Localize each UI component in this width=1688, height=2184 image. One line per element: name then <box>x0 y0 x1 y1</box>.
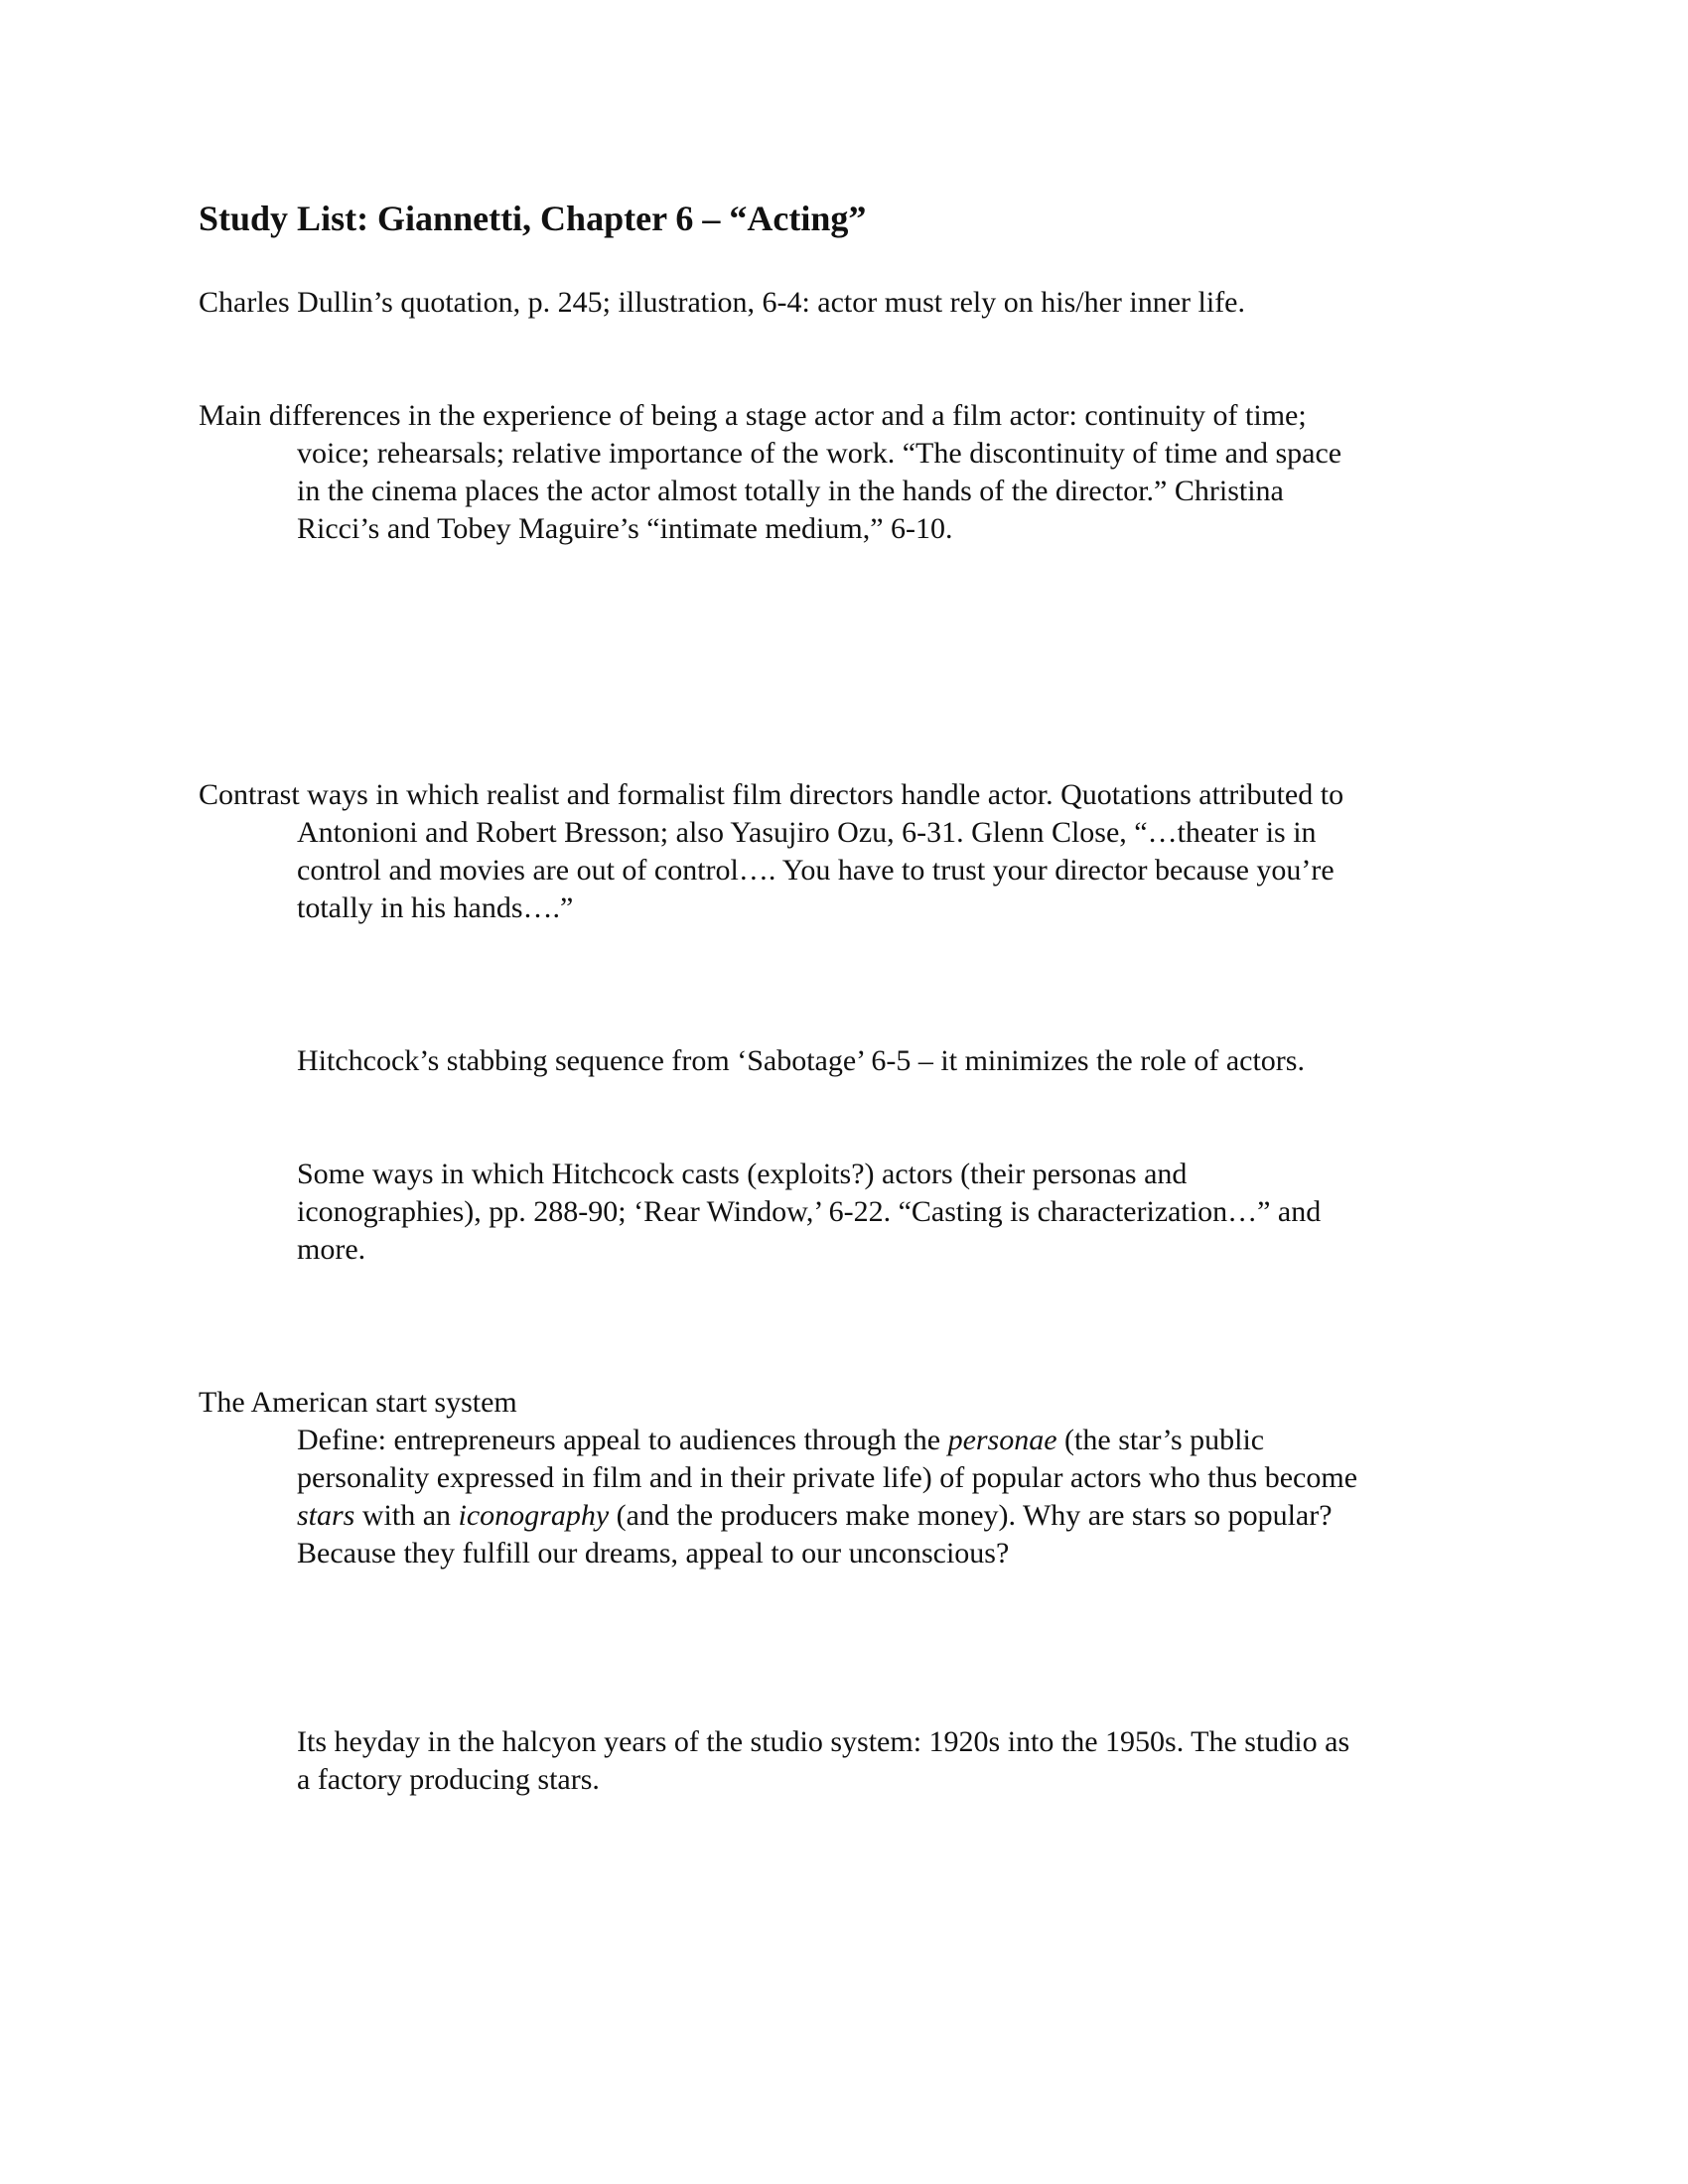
italic-term: personae <box>947 1424 1057 1456</box>
text-run: Define: entrepreneurs appeal to audiences through the <box>297 1424 948 1456</box>
paragraph-line: iconographies), pp. 288-90; ‘Rear Window,’ 6-22. “Casting is characterization…” and <box>297 1195 1322 1228</box>
paragraph-sabotage <box>297 1042 1305 1080</box>
paragraph-line: Hitchcock’s stabbing sequence from ‘Sabotage’ 6-5 – it minimizes the role of actors. <box>297 1044 1305 1077</box>
text-run: with an <box>354 1499 459 1532</box>
italic-term: iconography <box>458 1499 610 1532</box>
paragraph-line: control and movies are out of control…. You have to trust your director because you’re <box>297 854 1335 887</box>
paragraph-stage-vs-film <box>199 397 1341 548</box>
paragraph-line: Some ways in which Hitchcock casts (exploits?) actors (their personas and <box>297 1158 1188 1190</box>
page-title: Study List: Giannetti, Chapter 6 – “Acting” <box>199 199 867 238</box>
section-heading: The American start system <box>199 1386 517 1419</box>
paragraph-line: Its heyday in the halcyon years of the studio system: 1920s into the 1950s. The studio as <box>297 1725 1350 1758</box>
text-run: (the star’s public <box>1056 1424 1265 1456</box>
paragraph-line <box>199 1422 1357 1459</box>
paragraph-hitchcock-casting <box>297 1156 1321 1269</box>
paragraph-star-system <box>199 1384 1357 1572</box>
paragraph-line: Ricci’s and Tobey Maguire’s “intimate medium,” 6-10. <box>297 512 953 545</box>
paragraph-line: more. <box>297 1233 366 1266</box>
italic-term: stars <box>297 1499 355 1532</box>
paragraph-line: Antonioni and Robert Bresson; also Yasujiro Ozu, 6-31. Glenn Close, “…theater is in <box>297 816 1317 849</box>
paragraph-line: Charles Dullin’s quotation, p. 245; illustration, 6-4: actor must rely on his/her inner life. <box>199 286 1245 319</box>
paragraph-line: Because they fulfill our dreams, appeal to our unconscious? <box>297 1537 1010 1570</box>
paragraph-line: a factory producing stars. <box>297 1763 600 1796</box>
paragraph-studio-heyday <box>297 1723 1349 1799</box>
paragraph-line: totally in his hands….” <box>297 891 574 924</box>
paragraph-line: personality expressed in film and in their private life) of popular actors who thus become <box>297 1461 1358 1494</box>
paragraph-line: Main differences in the experience of being a stage actor and a film actor: continuity of time; <box>199 399 1307 432</box>
paragraph-dullin <box>199 284 1245 322</box>
paragraph-realist-formalist <box>199 776 1343 927</box>
paragraph-line: in the cinema places the actor almost totally in the hands of the director.” Christina <box>297 475 1284 507</box>
paragraph-line: Contrast ways in which realist and formalist film directors handle actor. Quotations attributed to <box>199 778 1344 811</box>
paragraph-line <box>199 1497 1357 1535</box>
paragraph-line: voice; rehearsals; relative importance of the work. “The discontinuity of time and space <box>297 437 1342 470</box>
text-run: (and the producers make money). Why are stars so popular? <box>609 1499 1333 1532</box>
